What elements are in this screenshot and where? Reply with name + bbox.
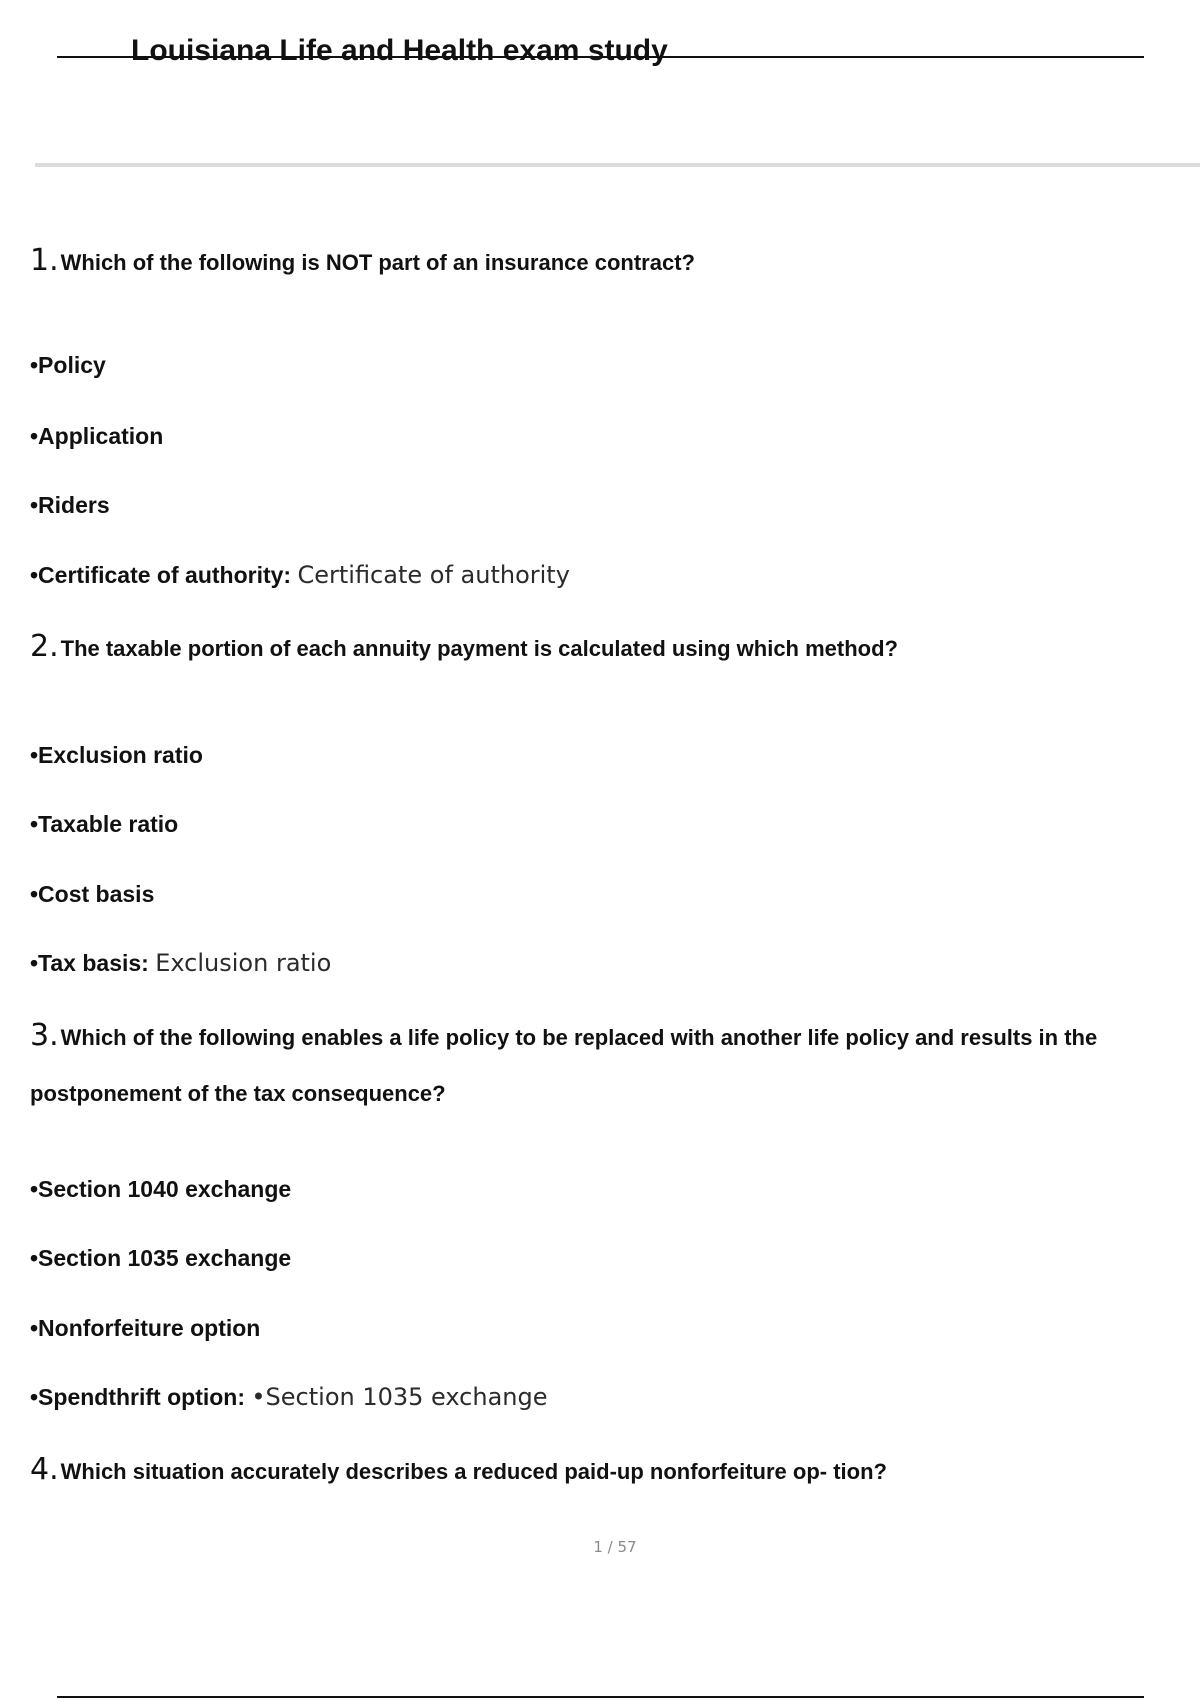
option-label: •Tax basis: [30, 950, 149, 976]
option-with-answer [30, 560, 570, 590]
page-title: Louisiana Life and Health exam study [131, 34, 668, 67]
bottom-rule [57, 1696, 1144, 1698]
page-number: 1 / 57 [593, 1538, 637, 1556]
question-number: 1. [30, 243, 59, 278]
option: •Taxable ratio [30, 811, 179, 837]
option-label: •Certificate of authority: [30, 562, 292, 588]
option: •Section 1040 exchange [30, 1176, 292, 1202]
option-with-answer [30, 1382, 548, 1412]
option-label: •Spendthrift option: [30, 1384, 245, 1410]
option: •Nonforfeiture option [30, 1315, 261, 1341]
question-3 [30, 1008, 1170, 1122]
option-with-answer [30, 948, 331, 978]
option: •Policy [30, 352, 106, 378]
answer-text: •Section 1035 exchange [251, 1383, 548, 1411]
question-number: 4. [30, 1452, 59, 1487]
question-text: Which of the following is NOT part of an insurance contract? [60, 250, 695, 275]
question-4 [30, 1442, 1170, 1500]
answer-text: Certificate of authority [297, 561, 570, 589]
question-text: The taxable portion of each annuity payment is calculated using which method? [60, 636, 898, 661]
option: •Riders [30, 492, 110, 518]
option: •Application [30, 423, 164, 449]
question-number: 3. [30, 1018, 59, 1053]
question-1 [30, 233, 1170, 291]
option: •Section 1035 exchange [30, 1245, 292, 1271]
question-text: Which of the following enables a life policy to be replaced with another life policy and results in the postponement of the tax consequence? [30, 1025, 1098, 1106]
question-number: 2. [30, 629, 59, 664]
question-2 [30, 619, 1170, 677]
option: •Exclusion ratio [30, 742, 203, 768]
header-separator [35, 163, 1200, 167]
question-text: Which situation accurately describes a reduced paid-up nonforfeiture op- tion? [60, 1459, 887, 1484]
option: •Cost basis [30, 881, 155, 907]
answer-text: Exclusion ratio [155, 949, 332, 977]
